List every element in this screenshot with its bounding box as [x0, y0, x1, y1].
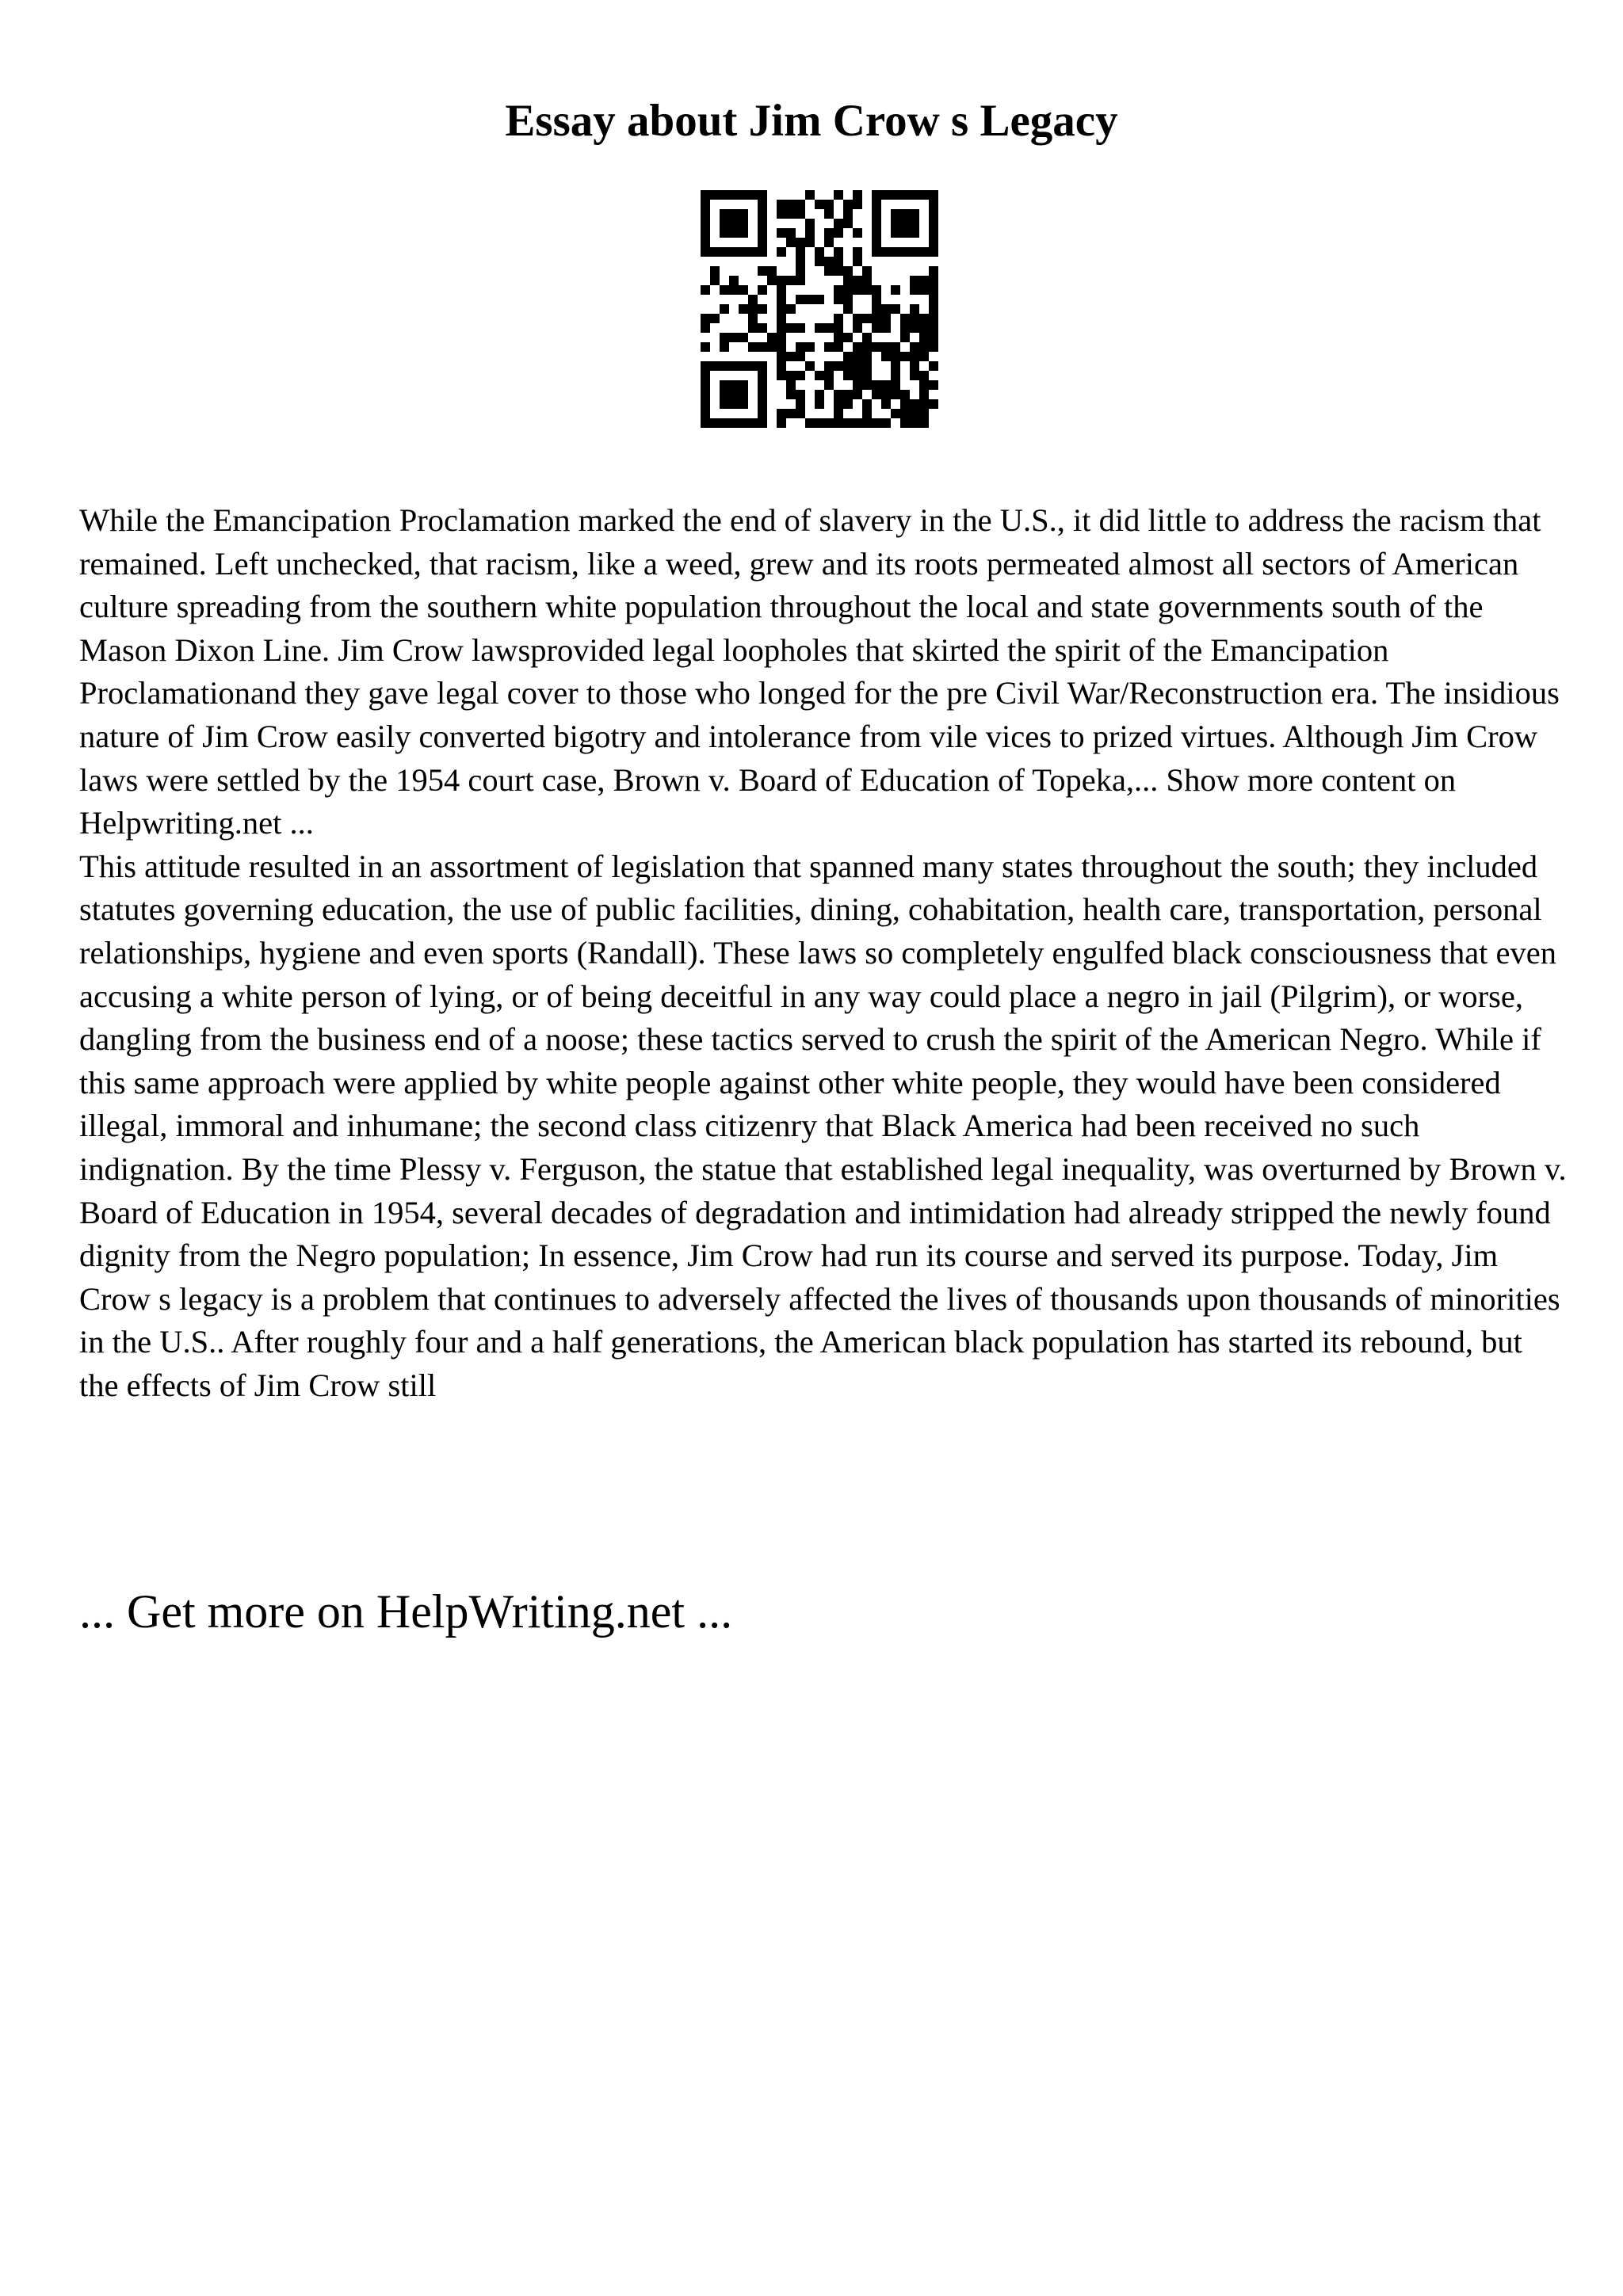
essay-body [79, 499, 1569, 1407]
essay-paragraph-1: While the Emancipation Proclamation marked the end of slavery in the U.S., it did little to address the racism that remained. Left unchecked, that racism, like a weed, grew and its roots permeated almost all sectors of American culture spreading from the southern white population throughout the local and state governments south of the Mason Dixon Line. Jim Crow lawsprovided legal loopholes that skirted the spirit of the Emancipation Proclamationand they gave legal cover to those who longed for the pre Civil War/Reconstruction era. The insidious nature of Jim Crow easily converted bigotry and intolerance from vile vices to prized virtues. Although Jim Crow laws were settled by the 1954 court case, Brown v. Board of Education of Topeka,... Show more content on Helpwriting.net ... [79, 502, 1560, 841]
get-more-link[interactable]: ... Get more on HelpWriting.net ... [79, 1585, 733, 1638]
qr-code-icon [701, 190, 938, 428]
essay-paragraph-2: This attitude resulted in an assortment of legislation that spanned many states throughout the south; they included statutes governing education, the use of public facilities, dining, cohabitation, health care, transportation, personal relationships, hygiene and even sports (Randall). These laws so completely engulfed black consciousness that even accusing a white person of lying, or of being deceitful in any way could place a negro in jail (Pilgrim), or worse, dangling from the business end of a noose; these tactics served to crush the spirit of the American Negro. While if this same approach were applied by white people against other white people, they would have been considered illegal, immoral and inhumane; the second class citizenry that Black America had been received no such indignation. By the time Plessy v. Ferguson, the statue that established legal inequality, was overturned by Brown v. Board of Education in 1954, several decades of degradation and intimidation had already stripped the newly found dignity from the Negro population; In essence, Jim Crow had run its course and served its purpose. Today, Jim Crow s legacy is a problem that continues to adversely affected the lives of thousands upon thousands of minorities in the U.S.. After roughly four and a half generations, the American black population has started its rebound, but the effects of Jim Crow still [79, 848, 1567, 1403]
page-title: Essay about Jim Crow s Legacy [505, 96, 1118, 146]
